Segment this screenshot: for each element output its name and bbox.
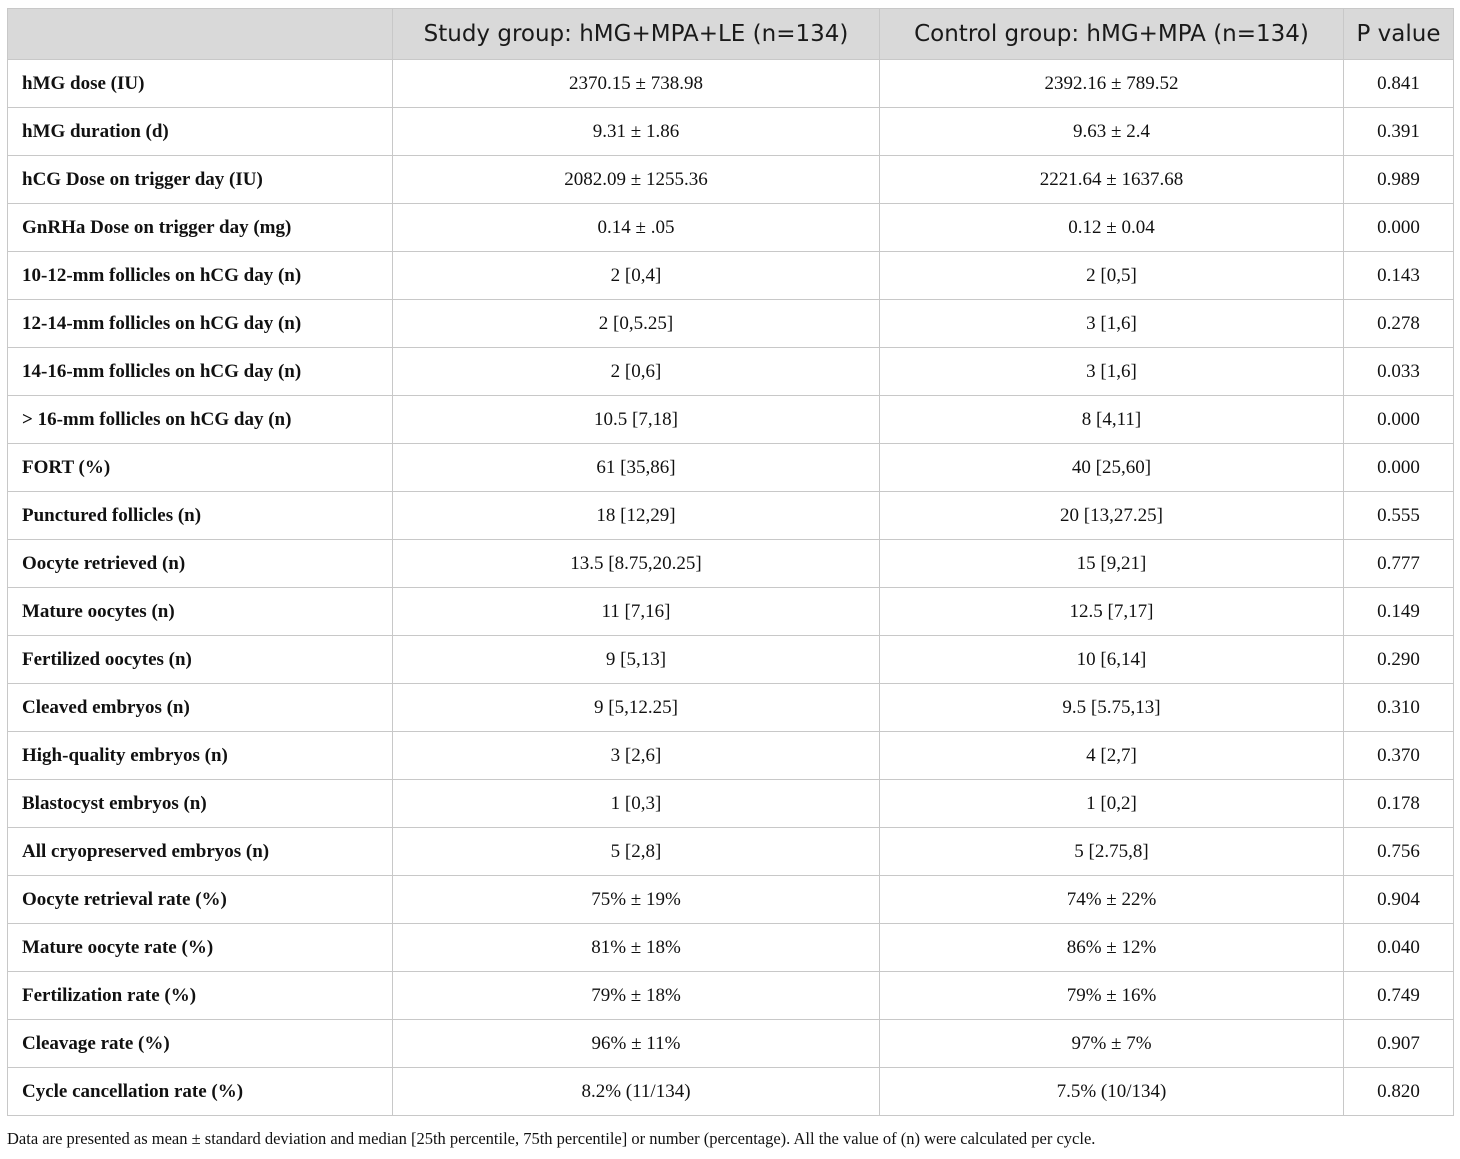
study-group-value: 0.14 ± .05: [393, 204, 880, 252]
control-group-value: 2 [0,5]: [880, 252, 1344, 300]
p-value: 0.000: [1344, 204, 1454, 252]
p-value: 0.000: [1344, 444, 1454, 492]
study-group-value: 2370.15 ± 738.98: [393, 60, 880, 108]
row-label: > 16-mm follicles on hCG day (n): [8, 396, 393, 444]
study-group-value: 10.5 [7,18]: [393, 396, 880, 444]
row-label: Cleaved embryos (n): [8, 684, 393, 732]
row-label: hMG dose (IU): [8, 60, 393, 108]
header-row: [8, 9, 1454, 60]
p-value: 0.310: [1344, 684, 1454, 732]
study-group-value: 9.31 ± 1.86: [393, 108, 880, 156]
control-group-value: 9.5 [5.75,13]: [880, 684, 1344, 732]
p-value: 0.777: [1344, 540, 1454, 588]
study-group-value: 79% ± 18%: [393, 972, 880, 1020]
control-group-value: 12.5 [7,17]: [880, 588, 1344, 636]
control-group-value: 40 [25,60]: [880, 444, 1344, 492]
control-group-value: 1 [0,2]: [880, 780, 1344, 828]
study-group-value: 13.5 [8.75,20.25]: [393, 540, 880, 588]
table-header: [8, 9, 1454, 60]
table-row: [8, 636, 1454, 684]
row-label: Punctured follicles (n): [8, 492, 393, 540]
study-group-value: 2 [0,5.25]: [393, 300, 880, 348]
header-control-group: Control group: hMG+MPA (n=134): [880, 9, 1344, 60]
row-label: Fertilized oocytes (n): [8, 636, 393, 684]
table-row: [8, 1020, 1454, 1068]
p-value: 0.143: [1344, 252, 1454, 300]
p-value: 0.907: [1344, 1020, 1454, 1068]
p-value: 0.149: [1344, 588, 1454, 636]
results-table: [7, 8, 1454, 1116]
row-label: 10-12-mm follicles on hCG day (n): [8, 252, 393, 300]
p-value: 0.391: [1344, 108, 1454, 156]
table-row: [8, 396, 1454, 444]
table-row: [8, 876, 1454, 924]
row-label: GnRHa Dose on trigger day (mg): [8, 204, 393, 252]
p-value: 0.033: [1344, 348, 1454, 396]
table-row: [8, 156, 1454, 204]
header-study-group: Study group: hMG+MPA+LE (n=134): [393, 9, 880, 60]
header-empty-cell: [8, 9, 393, 60]
table-row: [8, 348, 1454, 396]
p-value: 0.178: [1344, 780, 1454, 828]
study-group-value: 1 [0,3]: [393, 780, 880, 828]
p-value: 0.841: [1344, 60, 1454, 108]
study-group-value: 5 [2,8]: [393, 828, 880, 876]
row-label: 14-16-mm follicles on hCG day (n): [8, 348, 393, 396]
study-group-value: 9 [5,12.25]: [393, 684, 880, 732]
p-value: 0.749: [1344, 972, 1454, 1020]
row-label: Cleavage rate (%): [8, 1020, 393, 1068]
control-group-value: 2221.64 ± 1637.68: [880, 156, 1344, 204]
table-row: [8, 252, 1454, 300]
row-label: FORT (%): [8, 444, 393, 492]
results-table-container: [7, 8, 1453, 1116]
row-label: Oocyte retrieval rate (%): [8, 876, 393, 924]
p-value: 0.820: [1344, 1068, 1454, 1116]
row-label: hMG duration (d): [8, 108, 393, 156]
p-value: 0.278: [1344, 300, 1454, 348]
control-group-value: 8 [4,11]: [880, 396, 1344, 444]
control-group-value: 4 [2,7]: [880, 732, 1344, 780]
control-group-value: 9.63 ± 2.4: [880, 108, 1344, 156]
table-row: [8, 588, 1454, 636]
table-row: [8, 828, 1454, 876]
row-label: Mature oocytes (n): [8, 588, 393, 636]
row-label: Cycle cancellation rate (%): [8, 1068, 393, 1116]
study-group-value: 96% ± 11%: [393, 1020, 880, 1068]
table-row: [8, 204, 1454, 252]
control-group-value: 3 [1,6]: [880, 300, 1344, 348]
study-group-value: 75% ± 19%: [393, 876, 880, 924]
table-row: [8, 108, 1454, 156]
row-label: All cryopreserved embryos (n): [8, 828, 393, 876]
control-group-value: 7.5% (10/134): [880, 1068, 1344, 1116]
table-row: [8, 444, 1454, 492]
control-group-value: 0.12 ± 0.04: [880, 204, 1344, 252]
row-label: Fertilization rate (%): [8, 972, 393, 1020]
row-label: Blastocyst embryos (n): [8, 780, 393, 828]
p-value: 0.555: [1344, 492, 1454, 540]
table-row: [8, 492, 1454, 540]
study-group-value: 11 [7,16]: [393, 588, 880, 636]
p-value: 0.000: [1344, 396, 1454, 444]
control-group-value: 2392.16 ± 789.52: [880, 60, 1344, 108]
study-group-value: 2 [0,6]: [393, 348, 880, 396]
table-row: [8, 540, 1454, 588]
table-row: [8, 300, 1454, 348]
table-row: [8, 684, 1454, 732]
study-group-value: 8.2% (11/134): [393, 1068, 880, 1116]
table-row: [8, 972, 1454, 1020]
control-group-value: 86% ± 12%: [880, 924, 1344, 972]
row-label: High-quality embryos (n): [8, 732, 393, 780]
study-group-value: 18 [12,29]: [393, 492, 880, 540]
control-group-value: 79% ± 16%: [880, 972, 1344, 1020]
study-group-value: 3 [2,6]: [393, 732, 880, 780]
study-group-value: 2 [0,4]: [393, 252, 880, 300]
header-p-value: P value: [1344, 9, 1454, 60]
table-row: [8, 1068, 1454, 1116]
row-label: Oocyte retrieved (n): [8, 540, 393, 588]
study-group-value: 2082.09 ± 1255.36: [393, 156, 880, 204]
table-footnote: Data are presented as mean ± standard deviation and median [25th percentile, 75th percentile] or number (percentage). All the value of (n) were calculated per cycle.: [7, 1129, 1096, 1148]
row-label: Mature oocyte rate (%): [8, 924, 393, 972]
p-value: 0.040: [1344, 924, 1454, 972]
table-row: [8, 60, 1454, 108]
p-value: 0.370: [1344, 732, 1454, 780]
control-group-value: 74% ± 22%: [880, 876, 1344, 924]
study-group-value: 61 [35,86]: [393, 444, 880, 492]
study-group-value: 81% ± 18%: [393, 924, 880, 972]
control-group-value: 10 [6,14]: [880, 636, 1344, 684]
p-value: 0.904: [1344, 876, 1454, 924]
control-group-value: 15 [9,21]: [880, 540, 1344, 588]
table-row: [8, 924, 1454, 972]
table-row: [8, 732, 1454, 780]
control-group-value: 20 [13,27.25]: [880, 492, 1344, 540]
row-label: 12-14-mm follicles on hCG day (n): [8, 300, 393, 348]
study-group-value: 9 [5,13]: [393, 636, 880, 684]
table-body: [8, 60, 1454, 1116]
control-group-value: 97% ± 7%: [880, 1020, 1344, 1068]
control-group-value: 3 [1,6]: [880, 348, 1344, 396]
p-value: 0.290: [1344, 636, 1454, 684]
table-row: [8, 780, 1454, 828]
control-group-value: 5 [2.75,8]: [880, 828, 1344, 876]
p-value: 0.989: [1344, 156, 1454, 204]
row-label: hCG Dose on trigger day (IU): [8, 156, 393, 204]
p-value: 0.756: [1344, 828, 1454, 876]
